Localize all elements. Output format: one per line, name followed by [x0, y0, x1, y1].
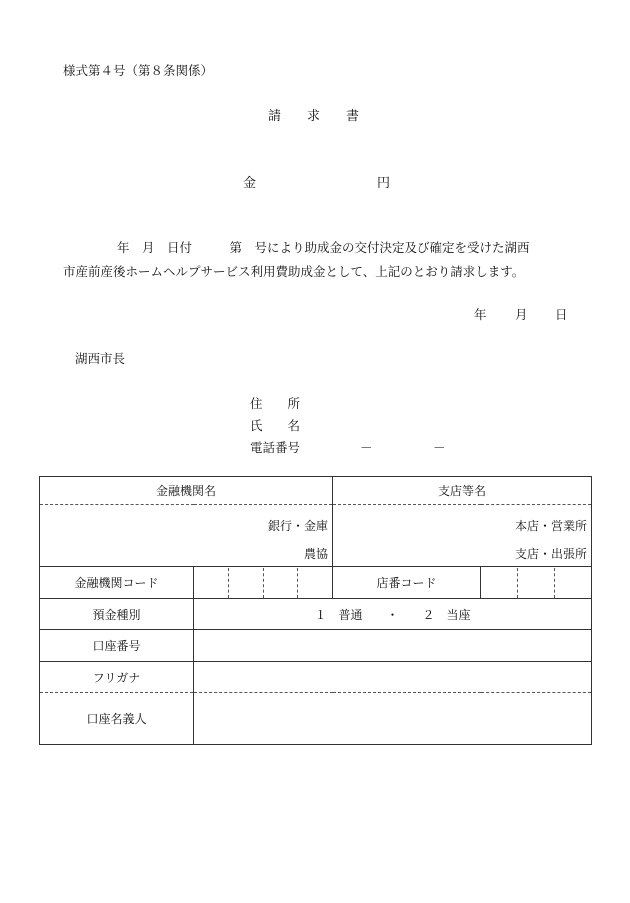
furigana-label: フリガナ [40, 662, 194, 693]
header-bank-name: 金融機関名 [40, 477, 333, 505]
header-branch-name: 支店等名 [333, 477, 592, 505]
bank-type-2: 農協 [304, 547, 329, 561]
deposit-type-label: 預金種別 [40, 599, 194, 630]
account-holder-field[interactable] [194, 693, 592, 745]
account-holder-label: 口座名義人 [40, 693, 194, 745]
bank-name-cell[interactable] [40, 505, 333, 567]
branch-type-2: 支店・出張所 [515, 547, 588, 561]
digit-box[interactable] [194, 568, 228, 598]
digit-box[interactable] [517, 568, 554, 598]
branch-name-cell[interactable] [333, 505, 592, 567]
bank-code-digits[interactable] [194, 567, 333, 599]
furigana-field[interactable] [194, 662, 592, 693]
account-number-label: 口座番号 [40, 630, 194, 662]
digit-box[interactable] [297, 568, 332, 598]
name-label: 氏 名 [250, 418, 301, 433]
digit-box[interactable] [228, 568, 263, 598]
branch-code-digits[interactable] [481, 567, 592, 599]
account-number-field[interactable] [194, 630, 592, 662]
date-year: 年 [474, 307, 487, 322]
digit-box[interactable] [554, 568, 591, 598]
document-title: 請 求 書 [268, 109, 360, 124]
digit-box[interactable] [481, 568, 517, 598]
phone-separator-1: － [360, 440, 373, 455]
amount-prefix: 金 [243, 176, 257, 191]
bank-code-label: 金融機関コード [40, 567, 194, 599]
form-label: 様式第４号（第８条関係） [63, 63, 214, 78]
deposit-type-options[interactable]: １ 普通 ・ ２ 当座 [194, 599, 592, 630]
phone-separator-2: － [433, 440, 446, 455]
date-month: 月 [515, 307, 528, 322]
amount-suffix: 円 [377, 176, 391, 191]
address-label: 住 所 [250, 396, 301, 411]
bank-type-1: 銀行・金庫 [268, 519, 329, 533]
digit-box[interactable] [263, 568, 298, 598]
body-line-1: 年 月 日付 第 号により助成金の交付決定及び確定を受けた湖西 [117, 240, 530, 255]
phone-label: 電話番号 [250, 440, 301, 455]
branch-type-1: 本店・営業所 [515, 519, 588, 533]
body-line-2: 市産前産後ホームヘルプサービス利用費助成金として、上記のとおり請求します。 [63, 264, 525, 279]
branch-code-label: 店番コード [333, 567, 481, 599]
date-day: 日 [555, 307, 568, 322]
bank-account-table [39, 476, 592, 745]
addressee: 湖西市長 [75, 351, 126, 366]
